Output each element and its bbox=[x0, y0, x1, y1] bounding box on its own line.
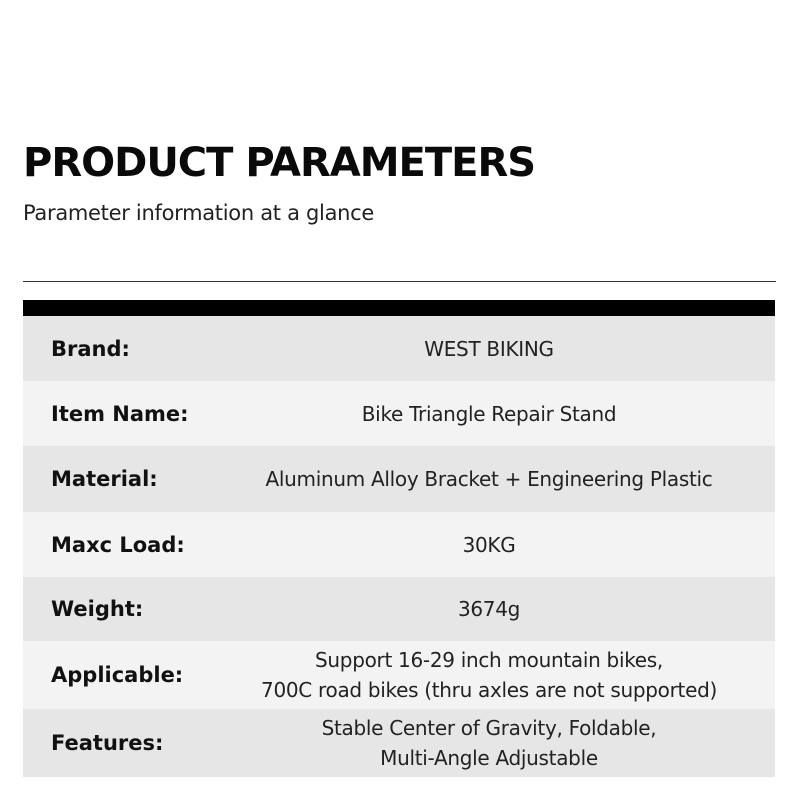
param-value-line: Aluminum Alloy Bracket + Engineering Plastic bbox=[265, 467, 713, 491]
param-value bbox=[213, 645, 775, 705]
param-value-line: WEST BIKING bbox=[424, 336, 554, 361]
param-value-line: Stable Center of Gravity, Foldable, bbox=[321, 716, 657, 740]
param-row-material bbox=[23, 446, 775, 512]
param-row-max-load bbox=[23, 512, 775, 577]
param-row-weight bbox=[23, 577, 775, 641]
param-value-line: Bike Triangle Repair Stand bbox=[361, 401, 617, 426]
header-divider bbox=[23, 281, 776, 282]
param-value-line: 3674g bbox=[457, 597, 521, 621]
param-value bbox=[213, 464, 775, 494]
param-row-applicable bbox=[23, 641, 775, 709]
param-value-line: 30KG bbox=[462, 532, 516, 557]
page-title: PRODUCT PARAMETERS bbox=[23, 140, 536, 186]
param-value-line: 700C road bikes (thru axles are not supported) bbox=[261, 678, 717, 702]
param-row-brand bbox=[23, 316, 775, 381]
param-label: Features: bbox=[51, 731, 164, 755]
param-label: Brand: bbox=[51, 336, 130, 361]
param-label: Weight: bbox=[51, 597, 144, 621]
param-value bbox=[213, 530, 775, 560]
table-top-bar bbox=[23, 300, 775, 316]
param-value bbox=[213, 594, 775, 624]
param-label: Applicable: bbox=[51, 663, 184, 687]
param-row-features bbox=[23, 709, 775, 777]
param-label: Material: bbox=[51, 467, 158, 491]
param-label: Maxc Load: bbox=[51, 532, 185, 557]
param-value-line: Support 16-29 inch mountain bikes, bbox=[315, 648, 663, 672]
param-value bbox=[213, 713, 775, 773]
page-subtitle: Parameter information at a glance bbox=[23, 201, 375, 225]
param-value-line: Multi-Angle Adjustable bbox=[380, 746, 598, 770]
parameters-table bbox=[23, 300, 775, 777]
param-value bbox=[213, 399, 775, 429]
param-label: Item Name: bbox=[51, 401, 189, 426]
param-value bbox=[213, 334, 775, 364]
param-row-item-name bbox=[23, 381, 775, 446]
